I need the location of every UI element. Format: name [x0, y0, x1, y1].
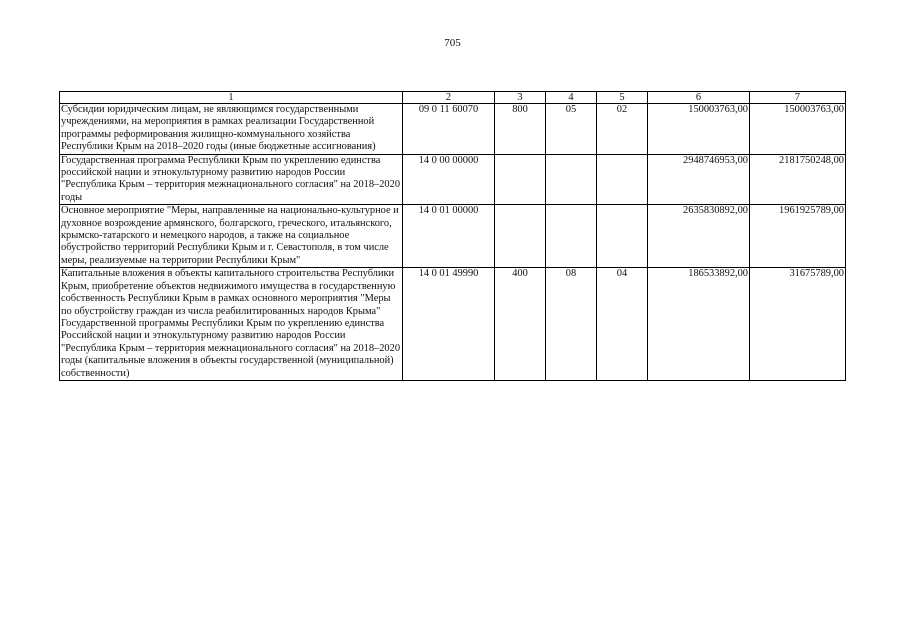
- amount-column-7: 31675789,00: [750, 268, 846, 381]
- table-header-row: [60, 92, 846, 104]
- column-header-2: 2: [403, 92, 495, 104]
- page-number: 705: [444, 37, 461, 49]
- row-name: Субсидии юридическим лицам, не являющимся государственными учреждениями, на мероприятия в рамках реализации Государственной программы реформирования жилищно-коммунального хозяйства Республики Крым на 2018–2020 годы (иные бюджетные ассигнования): [60, 104, 403, 155]
- section-code: 08: [546, 268, 597, 381]
- amount-column-7: 2181750248,00: [750, 154, 846, 205]
- subsection-code: [597, 154, 648, 205]
- amount-column-6: 2635830892,00: [648, 205, 750, 268]
- budget-table: [59, 91, 846, 381]
- table-row: [60, 154, 846, 205]
- subsection-code: 02: [597, 104, 648, 155]
- section-code: [546, 205, 597, 268]
- column-header-5: 5: [597, 92, 648, 104]
- column-header-4: 4: [546, 92, 597, 104]
- target-article-code: 14 0 01 00000: [403, 205, 495, 268]
- row-name: Капитальные вложения в объекты капитального строительства Республики Крым, приобретение объектов недвижимого имущества в государственную собственность Республики Крым в рамках основного мероприятия "Меры по обустройству граждан из числа реабилитированных народов Крыма" Государственной программы Республики Крым по укреплению единства Российской нации и этнокультурному развитию народов России "Республика Крым – территория межнационального согласия" на 2018–2020 годы (капитальные вложения в объекты государственной (муниципальной) собственности): [60, 268, 403, 381]
- column-header-3: 3: [495, 92, 546, 104]
- expense-type-code: [495, 205, 546, 268]
- section-code: 05: [546, 104, 597, 155]
- amount-column-6: 2948746953,00: [648, 154, 750, 205]
- column-header-7: 7: [750, 92, 846, 104]
- row-name: Государственная программа Республики Крым по укреплению единства российской нации и этнокультурному развитию народов России "Республика Крым – территория межнационального согласия" на 2018–2020 годы: [60, 154, 403, 205]
- table-row: [60, 268, 846, 381]
- column-header-1: 1: [60, 92, 403, 104]
- subsection-code: [597, 205, 648, 268]
- expense-type-code: [495, 154, 546, 205]
- section-code: [546, 154, 597, 205]
- expense-type-code: 800: [495, 104, 546, 155]
- target-article-code: 09 0 11 60070: [403, 104, 495, 155]
- column-header-6: 6: [648, 92, 750, 104]
- expense-type-code: 400: [495, 268, 546, 381]
- amount-column-6: 186533892,00: [648, 268, 750, 381]
- row-name: Основное мероприятие "Меры, направленные на национально-культурное и духовное возрождение армянского, болгарского, греческого, итальянского, крымско-татарского и немецкого народов, а также на социальное обустройство территорий Республики Крым и г. Севастополя, в том числе меры, реализуемые на территории Республики Крым": [60, 205, 403, 268]
- amount-column-7: 1961925789,00: [750, 205, 846, 268]
- amount-column-7: 150003763,00: [750, 104, 846, 155]
- target-article-code: 14 0 01 49990: [403, 268, 495, 381]
- table-row: [60, 104, 846, 155]
- table-row: [60, 205, 846, 268]
- target-article-code: 14 0 00 00000: [403, 154, 495, 205]
- amount-column-6: 150003763,00: [648, 104, 750, 155]
- subsection-code: 04: [597, 268, 648, 381]
